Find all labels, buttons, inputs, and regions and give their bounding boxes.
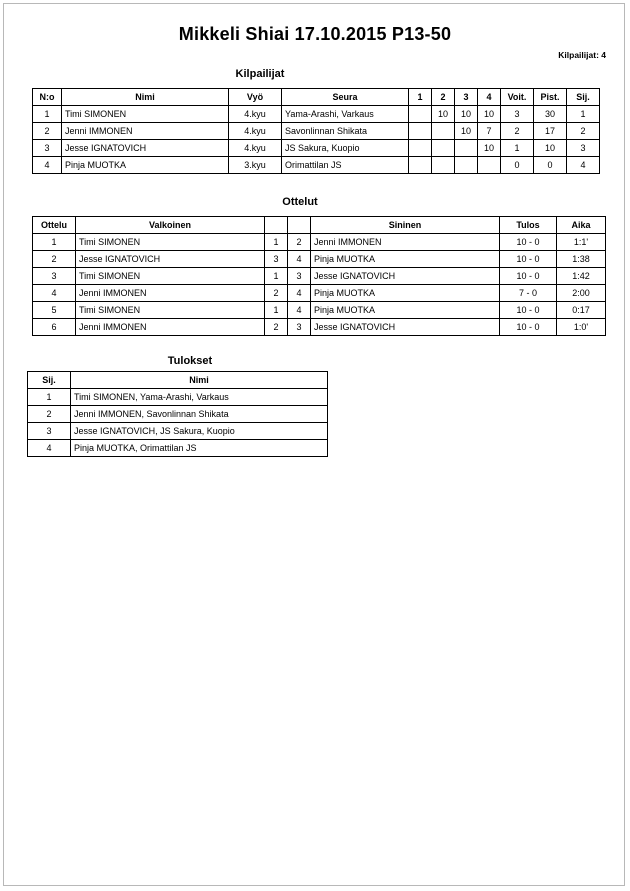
cell-rank: 3 xyxy=(567,140,600,157)
cell-no: 3 xyxy=(33,140,62,157)
cell-rank: 1 xyxy=(28,389,71,406)
table-header-row xyxy=(28,372,328,389)
cell-time: 1:1' xyxy=(557,234,606,251)
cell-m4: 7 xyxy=(478,123,501,140)
cell-white: Jesse IGNATOVICH xyxy=(76,251,265,268)
cell-m1 xyxy=(409,140,432,157)
cell-time: 1:38 xyxy=(557,251,606,268)
cell-white: Jenni IMMONEN xyxy=(76,319,265,336)
cell-match: 5 xyxy=(33,302,76,319)
cell-rank: 2 xyxy=(28,406,71,423)
cell-belt: 3.kyu xyxy=(229,157,282,174)
cell-m2: 10 xyxy=(432,106,455,123)
cell-white-no: 2 xyxy=(265,285,288,302)
cell-time: 1:0' xyxy=(557,319,606,336)
column-header-3: 3 xyxy=(455,89,478,106)
cell-wins: 0 xyxy=(501,157,534,174)
column-header-wins: Voit. xyxy=(501,89,534,106)
cell-m3: 10 xyxy=(455,123,478,140)
cell-m1 xyxy=(409,123,432,140)
table-row xyxy=(33,285,606,302)
section-heading-matches: Ottelut xyxy=(282,196,318,208)
column-header-blue-no xyxy=(288,217,311,234)
cell-white: Jenni IMMONEN xyxy=(76,285,265,302)
cell-blue-no: 3 xyxy=(288,268,311,285)
cell-m3 xyxy=(455,157,478,174)
cell-rank: 4 xyxy=(567,157,600,174)
cell-white: Timi SIMONEN xyxy=(76,234,265,251)
cell-blue: Pinja MUOTKA xyxy=(311,302,500,319)
cell-white-no: 1 xyxy=(265,234,288,251)
cell-white: Timi SIMONEN xyxy=(76,302,265,319)
cell-blue-no: 4 xyxy=(288,285,311,302)
cell-points: 10 xyxy=(534,140,567,157)
cell-blue: Jesse IGNATOVICH xyxy=(311,268,500,285)
cell-result: 10 - 0 xyxy=(500,251,557,268)
cell-rank: 1 xyxy=(567,106,600,123)
cell-rank: 3 xyxy=(28,423,71,440)
table-row xyxy=(33,268,606,285)
cell-club: Orimattilan JS xyxy=(282,157,409,174)
cell-white-no: 3 xyxy=(265,251,288,268)
column-header-white-no xyxy=(265,217,288,234)
column-header-1: 1 xyxy=(409,89,432,106)
column-header-no: N:o xyxy=(33,89,62,106)
cell-match: 1 xyxy=(33,234,76,251)
cell-match: 2 xyxy=(33,251,76,268)
column-header-white: Valkoinen xyxy=(76,217,265,234)
cell-club: JS Sakura, Kuopio xyxy=(282,140,409,157)
cell-time: 2:00 xyxy=(557,285,606,302)
cell-m3 xyxy=(455,140,478,157)
column-header-name: Nimi xyxy=(71,372,328,389)
cell-name: Timi SIMONEN, Yama-Arashi, Varkaus xyxy=(71,389,328,406)
cell-blue-no: 4 xyxy=(288,302,311,319)
cell-club: Savonlinnan Shikata xyxy=(282,123,409,140)
cell-m2 xyxy=(432,123,455,140)
cell-rank: 2 xyxy=(567,123,600,140)
competitors-count: Kilpailijat: 4 xyxy=(558,50,606,60)
cell-m4 xyxy=(478,157,501,174)
table-header-row xyxy=(33,217,606,234)
cell-points: 0 xyxy=(534,157,567,174)
table-row xyxy=(33,140,600,157)
cell-name: Pinja MUOTKA xyxy=(62,157,229,174)
column-header-rank: Sij. xyxy=(567,89,600,106)
cell-belt: 4.kyu xyxy=(229,140,282,157)
cell-m2 xyxy=(432,140,455,157)
cell-white-no: 1 xyxy=(265,268,288,285)
table-row xyxy=(28,406,328,423)
table-row xyxy=(28,440,328,457)
table-row xyxy=(28,423,328,440)
cell-m2 xyxy=(432,157,455,174)
cell-white: Timi SIMONEN xyxy=(76,268,265,285)
cell-m4: 10 xyxy=(478,106,501,123)
cell-name: Pinja MUOTKA, Orimattilan JS xyxy=(71,440,328,457)
column-header-4: 4 xyxy=(478,89,501,106)
cell-m3: 10 xyxy=(455,106,478,123)
cell-name: Jesse IGNATOVICH xyxy=(62,140,229,157)
cell-result: 10 - 0 xyxy=(500,302,557,319)
cell-m4: 10 xyxy=(478,140,501,157)
table-header-row xyxy=(33,89,600,106)
cell-white-no: 1 xyxy=(265,302,288,319)
column-header-time: Aika xyxy=(557,217,606,234)
cell-wins: 3 xyxy=(501,106,534,123)
cell-blue-no: 3 xyxy=(288,319,311,336)
cell-belt: 4.kyu xyxy=(229,106,282,123)
cell-m1 xyxy=(409,157,432,174)
cell-m1 xyxy=(409,106,432,123)
column-header-2: 2 xyxy=(432,89,455,106)
cell-result: 7 - 0 xyxy=(500,285,557,302)
cell-points: 17 xyxy=(534,123,567,140)
table-row xyxy=(33,319,606,336)
cell-name: Jesse IGNATOVICH, JS Sakura, Kuopio xyxy=(71,423,328,440)
cell-time: 0:17 xyxy=(557,302,606,319)
table-row xyxy=(33,302,606,319)
table-row xyxy=(33,157,600,174)
cell-name: Jenni IMMONEN xyxy=(62,123,229,140)
table-row xyxy=(33,251,606,268)
page-title: Mikkeli Shiai 17.10.2015 P13-50 xyxy=(178,24,452,44)
table-row xyxy=(33,234,606,251)
column-header-rank: Sij. xyxy=(28,372,71,389)
section-heading-competitors: Kilpailijat xyxy=(235,68,285,80)
column-header-club: Seura xyxy=(282,89,409,106)
cell-points: 30 xyxy=(534,106,567,123)
table-row xyxy=(33,106,600,123)
column-header-belt: Vyö xyxy=(229,89,282,106)
cell-blue-no: 2 xyxy=(288,234,311,251)
cell-blue: Pinja MUOTKA xyxy=(311,251,500,268)
cell-result: 10 - 0 xyxy=(500,319,557,336)
cell-no: 2 xyxy=(33,123,62,140)
cell-match: 4 xyxy=(33,285,76,302)
column-header-match: Ottelu xyxy=(33,217,76,234)
column-header-name: Nimi xyxy=(62,89,229,106)
competitors-table xyxy=(32,88,600,174)
cell-wins: 1 xyxy=(501,140,534,157)
column-header-points: Pist. xyxy=(534,89,567,106)
cell-blue: Jenni IMMONEN xyxy=(311,234,500,251)
cell-match: 3 xyxy=(33,268,76,285)
cell-time: 1:42 xyxy=(557,268,606,285)
cell-name: Timi SIMONEN xyxy=(62,106,229,123)
cell-name: Jenni IMMONEN, Savonlinnan Shikata xyxy=(71,406,328,423)
cell-blue: Pinja MUOTKA xyxy=(311,285,500,302)
cell-rank: 4 xyxy=(28,440,71,457)
section-heading-results: Tulokset xyxy=(167,355,213,367)
column-header-result: Tulos xyxy=(500,217,557,234)
table-row xyxy=(33,123,600,140)
table-row xyxy=(28,389,328,406)
cell-club: Yama-Arashi, Varkaus xyxy=(282,106,409,123)
cell-blue: Jesse IGNATOVICH xyxy=(311,319,500,336)
cell-belt: 4.kyu xyxy=(229,123,282,140)
cell-result: 10 - 0 xyxy=(500,268,557,285)
results-table xyxy=(27,371,328,457)
matches-table xyxy=(32,216,606,336)
cell-no: 4 xyxy=(33,157,62,174)
cell-result: 10 - 0 xyxy=(500,234,557,251)
cell-no: 1 xyxy=(33,106,62,123)
cell-white-no: 2 xyxy=(265,319,288,336)
cell-wins: 2 xyxy=(501,123,534,140)
cell-match: 6 xyxy=(33,319,76,336)
cell-blue-no: 4 xyxy=(288,251,311,268)
column-header-blue: Sininen xyxy=(311,217,500,234)
